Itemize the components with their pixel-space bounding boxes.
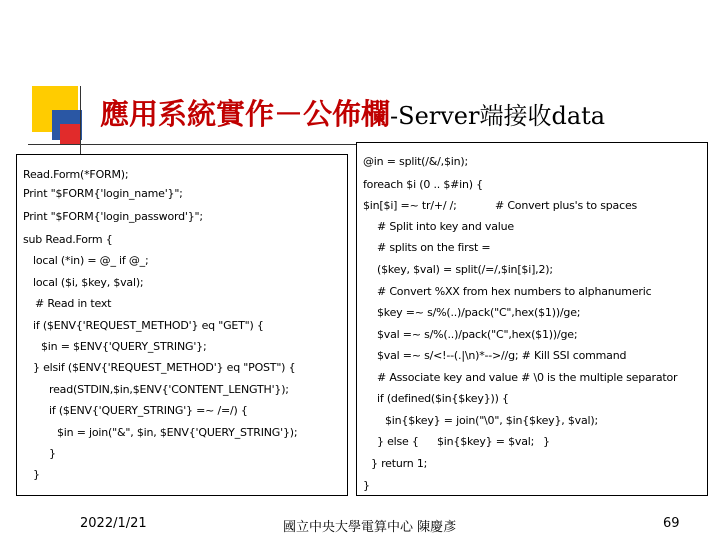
code-line: } elsif ($ENV{'REQUEST_METHOD'} eq "POST") { xyxy=(33,361,296,374)
code-line: } xyxy=(49,447,56,460)
code-line: $in = join("&", $in, $ENV{'QUERY_STRING'}); xyxy=(57,426,298,439)
code-line: ($key, $val) = split(/=/,$in[$i],2); xyxy=(377,263,553,276)
code-comment: # Split into key and value xyxy=(377,220,514,233)
code-comment: # Convert %XX from hex numbers to alphanumeric xyxy=(377,285,652,298)
code-line: Print "$FORM{'login_name'}"; xyxy=(23,187,183,200)
code-line: $in{$key} = join("\0", $in{$key}, $val); xyxy=(385,414,598,427)
slide-title-sub: -Server端接收data xyxy=(390,102,606,130)
code-line: local (*in) = @_ if @_; xyxy=(33,254,149,267)
right-code-box xyxy=(356,142,708,496)
code-line: } xyxy=(543,435,550,448)
decor-red-square xyxy=(60,124,80,144)
code-line: } xyxy=(33,468,40,481)
code-comment: # Convert plus's to spaces xyxy=(495,199,638,212)
code-line: # Read in text xyxy=(35,297,112,310)
code-comment: # splits on the first = xyxy=(377,241,491,254)
code-line: sub Read.Form { xyxy=(23,233,113,246)
decor-vertical-line xyxy=(80,86,81,156)
code-line: if ($ENV{'REQUEST_METHOD'} eq "GET") { xyxy=(33,319,264,332)
code-line: @in = split(/&/,$in); xyxy=(363,155,468,168)
code-line: $val =~ s/<!--(.|\n)*-->//g; # Kill SSI command xyxy=(377,349,627,362)
slide-title-main: 應用系統實作－公佈欄 xyxy=(100,97,391,131)
code-line: } xyxy=(363,479,370,492)
code-line: foreach $i (0 .. $#in) { xyxy=(363,178,483,191)
left-code-box xyxy=(16,154,348,496)
code-line: $key =~ s/%(..)/pack("C",hex($1))/ge; xyxy=(377,306,581,319)
code-line: Print "$FORM{'login_password'}"; xyxy=(23,210,203,223)
footer-organization: 國立中央大學電算中心 陳慶彥 xyxy=(283,520,457,535)
code-line: if (defined($in{$key})) { xyxy=(377,392,509,405)
footer-page-number: 69 xyxy=(663,516,680,531)
code-line: local ($i, $key, $val); xyxy=(33,276,144,289)
code-line: $val =~ s/%(..)/pack("C",hex($1))/ge; xyxy=(377,328,578,341)
code-line: if ($ENV{'QUERY_STRING'} =~ /=/) { xyxy=(49,404,248,417)
slide-title xyxy=(100,92,700,140)
code-line: $in = $ENV{'QUERY_STRING'}; xyxy=(41,340,207,353)
code-line: } else { xyxy=(377,435,419,448)
code-line: read(STDIN,$in,$ENV{'CONTENT_LENGTH'}); xyxy=(49,383,289,396)
code-comment: # Associate key and value # \0 is the multiple separator xyxy=(377,371,678,384)
code-line: $in[$i] =~ tr/+/ /; xyxy=(363,199,457,212)
code-line: } return 1; xyxy=(371,457,428,470)
code-line: $in{$key} = $val; xyxy=(437,435,535,448)
code-line: Read.Form(*FORM); xyxy=(23,168,129,181)
footer-date: 2022/1/21 xyxy=(80,516,147,531)
